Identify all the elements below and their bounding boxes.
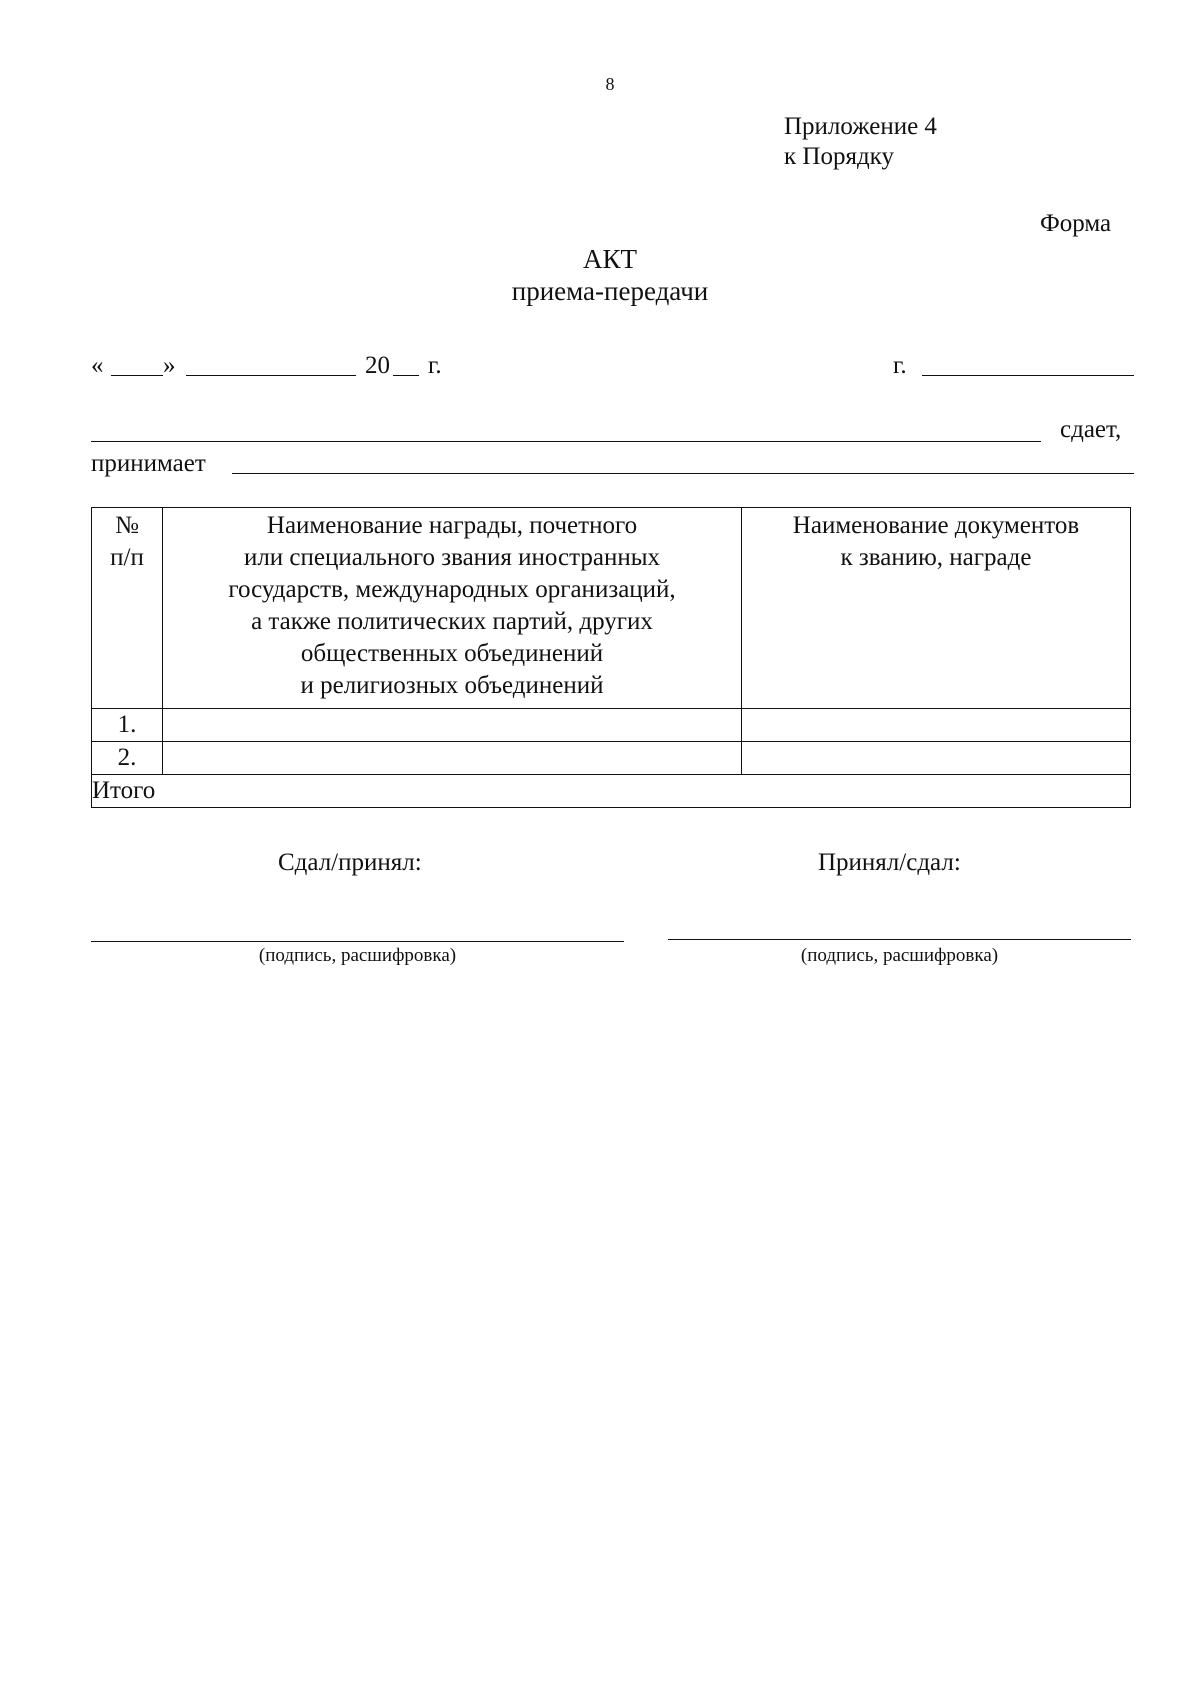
awards-table <box>91 507 1131 808</box>
right-signature-caption: (подпись, расшифровка) <box>800 945 999 966</box>
row-number: 2. <box>92 742 163 775</box>
month-blank-line[interactable] <box>186 375 356 376</box>
table-header-row <box>92 508 1131 709</box>
table-total-row <box>92 775 1131 808</box>
row-number: 1. <box>92 709 163 742</box>
year-suffix: г. <box>428 352 442 379</box>
header-documents: Наименование документов к званию, награде <box>742 508 1131 709</box>
receiver-blank-line[interactable] <box>232 473 1134 474</box>
page-number: 8 <box>605 74 615 94</box>
header-award-name: Наименование награды, почетного или специального звания иностранных государств, международных организаций, а также политических партий, других общественных объединений и религиозных объединений <box>163 508 742 709</box>
gives-label: сдает, <box>1060 416 1122 443</box>
receives-label: принимает <box>91 450 206 477</box>
left-signature-title: Сдал/принял: <box>278 849 422 876</box>
day-blank-line[interactable] <box>111 375 163 376</box>
right-signature-line[interactable] <box>668 939 1131 940</box>
appendix-block <box>784 112 937 172</box>
row-documents-cell[interactable] <box>742 709 1131 742</box>
giver-blank-line[interactable] <box>91 441 1041 442</box>
row-documents-cell[interactable] <box>742 742 1131 775</box>
left-signature-line[interactable] <box>91 941 624 942</box>
year-prefix: 20 <box>365 352 390 379</box>
left-signature-caption: (подпись, расшифровка) <box>258 945 457 966</box>
table-row <box>92 742 1131 775</box>
row-award-name-cell[interactable] <box>163 709 742 742</box>
appendix-title: Приложение 4 <box>784 113 937 140</box>
total-label: Итого <box>92 775 1131 808</box>
title-subtitle: приема-передачи <box>511 276 709 306</box>
right-signature-title: Принял/сдал: <box>818 849 961 876</box>
date-open-quote: « <box>91 352 104 379</box>
form-label: Форма <box>1040 210 1112 237</box>
title-act: АКТ <box>583 244 637 274</box>
appendix-subtitle: к Порядку <box>784 143 894 170</box>
table-row <box>92 709 1131 742</box>
year-blank-line[interactable] <box>393 375 419 376</box>
city-blank-line[interactable] <box>922 375 1134 376</box>
header-number: № п/п <box>92 508 163 709</box>
document-title <box>400 243 820 307</box>
date-close-quote: » <box>163 352 176 379</box>
row-award-name-cell[interactable] <box>163 742 742 775</box>
city-prefix: г. <box>893 352 907 379</box>
